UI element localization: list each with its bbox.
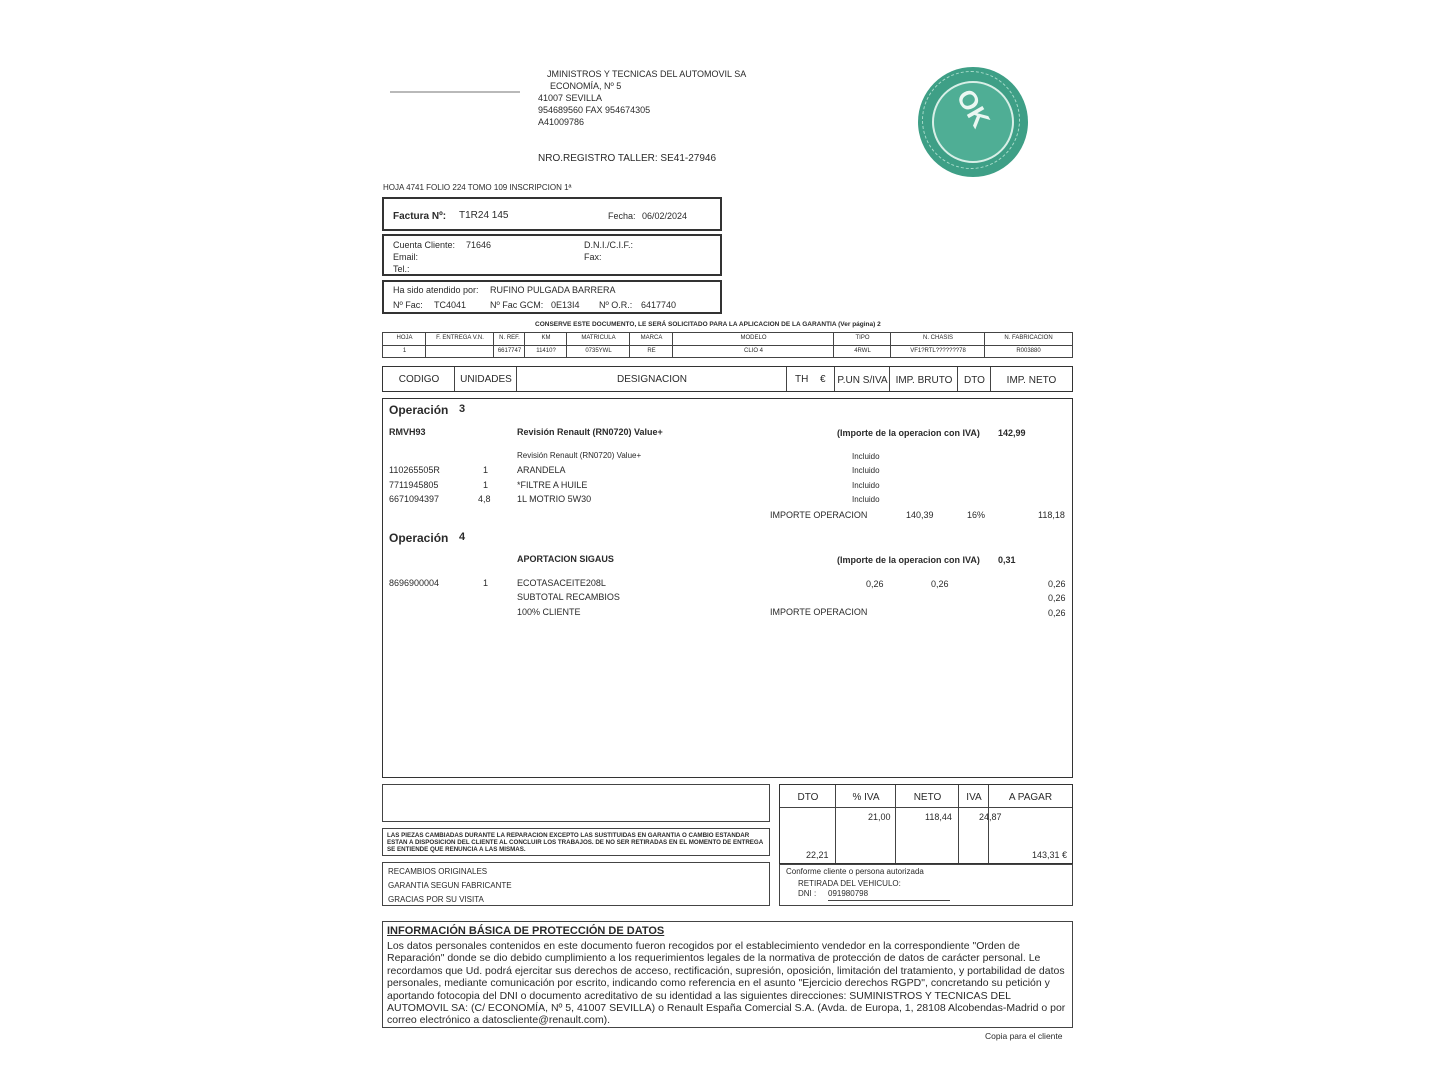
vehicle-value: 1 [402, 348, 407, 354]
op3-line-desc: ARANDELA [517, 465, 566, 475]
columns-header [382, 366, 1073, 392]
vehicle-header: HOJA [396, 335, 413, 341]
nfac-label: Nº Fac: [393, 300, 423, 310]
redacted-logo [390, 91, 520, 93]
total-a-pagar: 143,31 € [1032, 850, 1068, 860]
op3-code: RMVH93 [389, 427, 426, 437]
vehicle-header: N. REF. [499, 335, 520, 341]
op4-importe-op-value: 0,26 [1048, 608, 1066, 618]
vehicle-header: N. CHASIS [922, 335, 953, 341]
op4-line-pun: 0,26 [866, 579, 884, 589]
tel-label: Tel.: [393, 264, 410, 274]
conforme-box [779, 864, 1073, 906]
legal-note-box [382, 828, 770, 856]
invoice-box [382, 197, 722, 231]
op3-subtotal-label: IMPORTE OPERACION [770, 510, 868, 520]
nfacgcm-label: Nº Fac GCM: [490, 300, 544, 310]
stamp-ok-text: OK [950, 83, 997, 133]
blank-box [382, 784, 770, 822]
warranty-note: CONSERVE ESTE DOCUMENTO, LE SERÁ SOLICITADO PARA LA APLICACION DE LA GARANTIA (Ver página) 2 [535, 321, 881, 328]
op3-line-desc: *FILTRE A HUILE [517, 480, 588, 490]
op3-line-units: 4,8 [478, 494, 491, 504]
op3-line-desc: Revisión Renault (RN0720) Value+ [517, 451, 642, 460]
conforme-line1: Conforme cliente o persona autorizada [786, 867, 924, 876]
totals-header: IVA [966, 792, 982, 803]
total-dto: 22,21 [806, 850, 829, 860]
op3-line-code: 7711945805 [389, 480, 439, 490]
vehicle-value: CLIO 4 [743, 348, 763, 354]
totals-table [779, 784, 1073, 864]
company-name: JMINISTROS Y TECNICAS DEL AUTOMOVIL SA [547, 69, 747, 79]
total-neto: 118,44 [925, 812, 952, 822]
vehicle-value: RE [647, 348, 656, 354]
op4-line-neto: 0,26 [1048, 579, 1066, 589]
vehicle-value: 0735YWL [585, 348, 612, 354]
attended-label: Ha sido atendido por: [393, 285, 479, 295]
op3-subtotal-bruto: 140,39 [906, 510, 934, 520]
conforme-line2: RETIRADA DEL VEHICULO: [798, 879, 901, 888]
fecha-label: Fecha: [608, 211, 636, 221]
client-box [382, 234, 722, 276]
vehicle-header: KM [541, 335, 551, 341]
op4-subtotal-label: SUBTOTAL RECAMBIOS [517, 592, 620, 602]
company-phone-fax: 954689560 FAX 954674305 [538, 105, 651, 115]
op4-importe-value: 0,31 [998, 555, 1016, 565]
op4-number: 4 [459, 531, 466, 543]
op3-line-status: Incluido [852, 495, 880, 504]
col-designacion: DESIGNACION [616, 374, 687, 385]
fax-label: Fax: [584, 252, 602, 262]
op4-line-code: 8696900004 [389, 578, 440, 588]
conforme-dni-label: DNI : [798, 889, 817, 898]
nfacgcm-value: 0E13I4 [551, 300, 580, 310]
op3-name: Revisión Renault (RN0720) Value+ [517, 427, 663, 437]
op3-title: Operación [389, 403, 449, 417]
vehicle-value: 6617747 [497, 348, 522, 354]
op4-line-units: 1 [483, 578, 489, 588]
totals-header: A PAGAR [1008, 792, 1053, 803]
op3-line-status: Incluido [852, 481, 880, 490]
col-dto: DTO [964, 375, 985, 386]
factura-label: Factura Nº: [393, 211, 447, 222]
vehicle-table [382, 332, 1073, 358]
nfac-value: TC4041 [434, 300, 467, 310]
conforme-dni-value: 091980798 [828, 889, 869, 898]
op4-subtotal-value: 0,26 [1048, 593, 1066, 603]
footer-note: RECAMBIOS ORIGINALES [388, 867, 488, 876]
total-iva-pct: 21,00 [868, 812, 891, 822]
op4-importe-op-label: IMPORTE OPERACION [770, 607, 868, 617]
vehicle-value: VF1?RTL???????78 [910, 348, 966, 354]
col-unidades: UNIDADES [460, 374, 512, 385]
registro-mercantil: HOJA 4741 FOLIO 224 TOMO 109 INSCRIPCION 1ª [383, 183, 572, 192]
nor-label: Nº O.R.: [599, 300, 633, 310]
footer-note: GARANTIA SEGUN FABRICANTE [388, 881, 512, 890]
op3-line-units: 1 [483, 480, 489, 490]
fecha-value: 06/02/2024 [642, 211, 688, 221]
ok-stamp [918, 67, 1028, 177]
footer-note: GRACIAS POR SU VISITA [388, 895, 484, 904]
vehicle-header: MATRICULA [581, 335, 616, 341]
op3-line-desc: 1L MOTRIO 5W30 [517, 494, 592, 504]
op3-subtotal-dto: 16% [967, 510, 986, 520]
vehicle-header: MARCA [640, 335, 663, 341]
attended-box [382, 280, 722, 314]
col-euro: € [820, 374, 826, 385]
vehicle-value: R003880 [1016, 348, 1041, 354]
registro-taller: NRO.REGISTRO TALLER: SE41-27946 [538, 153, 717, 164]
company-cif: A41009786 [538, 117, 585, 127]
dni-label: D.N.I./C.I.F.: [584, 240, 634, 250]
nor-value: 6417740 [641, 300, 677, 310]
op3-line-status: Incluido [852, 466, 880, 475]
op4-line-bruto: 0,26 [931, 579, 949, 589]
vehicle-header: N. FABRICACION [1004, 335, 1053, 341]
signature-line [828, 900, 950, 901]
op3-line-status: Incluido [852, 452, 880, 461]
op3-line-units: 1 [483, 465, 489, 475]
email-label: Email: [393, 252, 419, 262]
op4-name: APORTACION SIGAUS [517, 554, 614, 564]
op3-line-code: 6671094397 [389, 494, 440, 504]
op4-cliente-label: 100% CLIENTE [517, 607, 581, 617]
company-city: 41007 SEVILLA [538, 93, 603, 103]
op4-line-desc: ECOTASACEITE208L [517, 578, 606, 588]
totals-header: NETO [913, 792, 942, 803]
vehicle-header: MODELO [740, 335, 767, 341]
lines-body [382, 398, 1073, 778]
factura-number: T1R24 145 [459, 210, 509, 221]
totals-header: DTO [797, 792, 819, 803]
attended-name: RUFINO PULGADA BARRERA [490, 285, 616, 295]
cuenta-value: 71646 [466, 240, 492, 250]
total-iva: 24,87 [979, 812, 1002, 822]
vehicle-header: F. ENTREGA V.N. [436, 335, 484, 341]
col-codigo: CODIGO [398, 374, 440, 385]
cuenta-label: Cuenta Cliente: [393, 240, 456, 250]
legal-note: LAS PIEZAS CAMBIADAS DURANTE LA REPARACION EXCEPTO LAS SUSTITUIDAS EN GARANTIA O CAMBIO ESTANDAR ESTAN A DISPOSICION DEL CLIENTE AL CONCLUIR LOS TRABAJOS. DE NO SER RETIRADAS EN EL MOMENTO DE ENTREGA SE ENTIENDE QUE RENUNCIA A LAS MISMAS. [387, 832, 763, 853]
company-street: ECONOMÍA, Nº 5 [550, 81, 622, 91]
vehicle-header: TIPO [855, 335, 870, 341]
op3-importe-label: (Importe de la operacion con IVA) [837, 428, 980, 438]
footer-notes-box [382, 862, 770, 906]
op4-title: Operación [389, 531, 449, 545]
col-neto: IMP. NETO [1006, 375, 1057, 386]
op3-line-code: 110265505R [389, 465, 440, 475]
op3-number: 3 [459, 403, 466, 415]
privacy-title: INFORMACIÓN BÁSICA DE PROTECCIÓN DE DATOS [387, 925, 665, 937]
col-bruto: IMP. BRUTO [895, 375, 953, 386]
privacy-text: Los datos personales contenidos en este documento fueron recogidos por el establecimiento vendedor en la correspondiente "Orden de Reparación" donde se dio debido cumplimiento a los requerimientos legales de la normativa de protección de datos de carácter personal. Le recordamos que Ud. podrá ejercitar sus derechos de acceso, rectificación, supresión, oposición, limitación del tratamiento, y portabilidad de datos personales, mediante comunicación por escrito, indicando como referencia en el asunto "Ejercicio derechos RGPD", concretando su petición y aportando fotocopia del DNI o documento acreditativo de su identidad a las siguientes direcciones: SUMINISTROS Y TECNICAS DEL AUTOMOVIL SA: (C/ ECONOMÍA, Nº 5, 41007 SEVILLA) o Renault España Comercial S.A. (Avda. de Europa, 1, 28108 Alcobendas-Madrid o por correo electrónico a datoscliente@renault.com). [387, 940, 1066, 1027]
col-pun: P.UN S/IVA [837, 375, 888, 386]
vehicle-value: 4RWL [854, 348, 871, 354]
col-th: TH [795, 374, 809, 385]
vehicle-value: 11410? [536, 348, 556, 354]
op3-importe-value: 142,99 [998, 428, 1026, 438]
copy-label: Copia para el cliente [985, 1031, 1063, 1041]
op3-subtotal-neto: 118,18 [1038, 510, 1065, 520]
op4-importe-label: (Importe de la operacion con IVA) [837, 555, 980, 565]
totals-header: % IVA [852, 792, 880, 803]
